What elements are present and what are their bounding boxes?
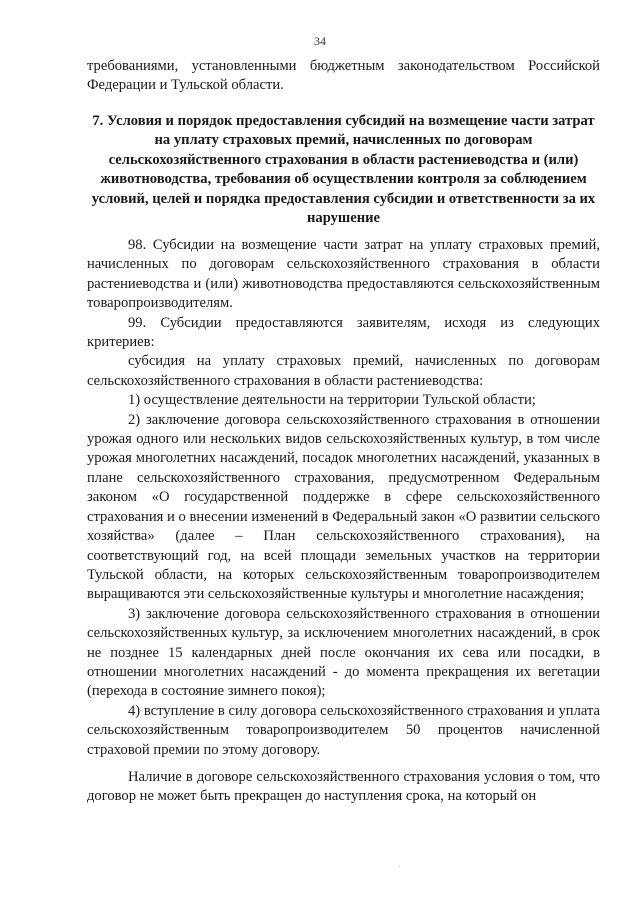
page-number: 34 xyxy=(314,34,326,48)
section-body xyxy=(87,236,600,807)
list-item-1: 1) осуществление деятельности на территории Тульской области; xyxy=(128,392,536,409)
list-item-2: 2) заключение договора сельскохозяйственного страхования в отношении урожая одного или нескольких видов сельскохозяйственных культур, в том числе урожая многолетних насаждений, посадок многолетних насаждений, указанных в плане сельскохозяйственного страхования, предусмотренном Федеральным законом «О государственной поддержке в сфере сельскохозяйственного страхования и о внесении изменений в Федеральный закон «О развитии сельского хозяйства» (далее – План сельскохозяйственного страхования), на соответствующий год, на всей площади земельных участков на территории Тульской области, на которых сельскохозяйственным товаропроизводителем выращиваются эти сельскохозяйственные культуры и многолетние насаждения; xyxy=(87,411,600,603)
section-heading: 7. Условия и порядок предоставления субсидий на возмещение части затрат на уплату страховых премий, начисленных по договорам сельскохозяйственного страхования в области растениеводства и (или) животноводства, требования об осуществлении контроля за соблюдением условий, целей и порядка предоставления субсидии и ответственности за их нарушение xyxy=(91,113,596,227)
paragraph-98: 98. Субсидии на возмещение части затрат на уплату страховых премий, начисленных по договорам сельскохозяйственного страхования в области растениеводства и (или) животноводства предоставляются сельскохозяйственным товаропроизводителям. xyxy=(87,237,600,312)
list-item-3: 3) заключение договора сельскохозяйственного страхования в отношении сельскохозяйственных культур, за исключением многолетних насаждений, в срок не позднее 15 календарных дней после окончания их сева или посадки, в отношении многолетних насаждений - до момента прекращения их вегетации (перехода в состояние зимнего покоя); xyxy=(87,605,600,700)
continuation-text xyxy=(87,57,600,96)
scan-mark: · xyxy=(398,862,401,871)
continuation-paragraph: требованиями, установленными бюджетным законодательством Российской Федерации и Тульской области. xyxy=(87,58,600,94)
paragraph-gap xyxy=(87,760,600,768)
paragraph-criteria-intro: субсидия на уплату страховых премий, начисленных по договорам сельскохозяйственного страхования в области растениеводства: xyxy=(87,353,600,389)
paragraph-contract-condition: Наличие в договоре сельскохозяйственного страхования условия о том, что договор не может быть прекращен до наступления срока, на который он xyxy=(87,768,600,805)
list-item-4: 4) вступление в силу договора сельскохозяйственного страхования и уплата сельскохозяйственным товаропроизводителем 50 процентов начисленной страховой премии по этому договору. xyxy=(87,702,600,758)
paragraph-99: 99. Субсидии предоставляются заявителям, исходя из следующих критериев: xyxy=(87,314,600,351)
